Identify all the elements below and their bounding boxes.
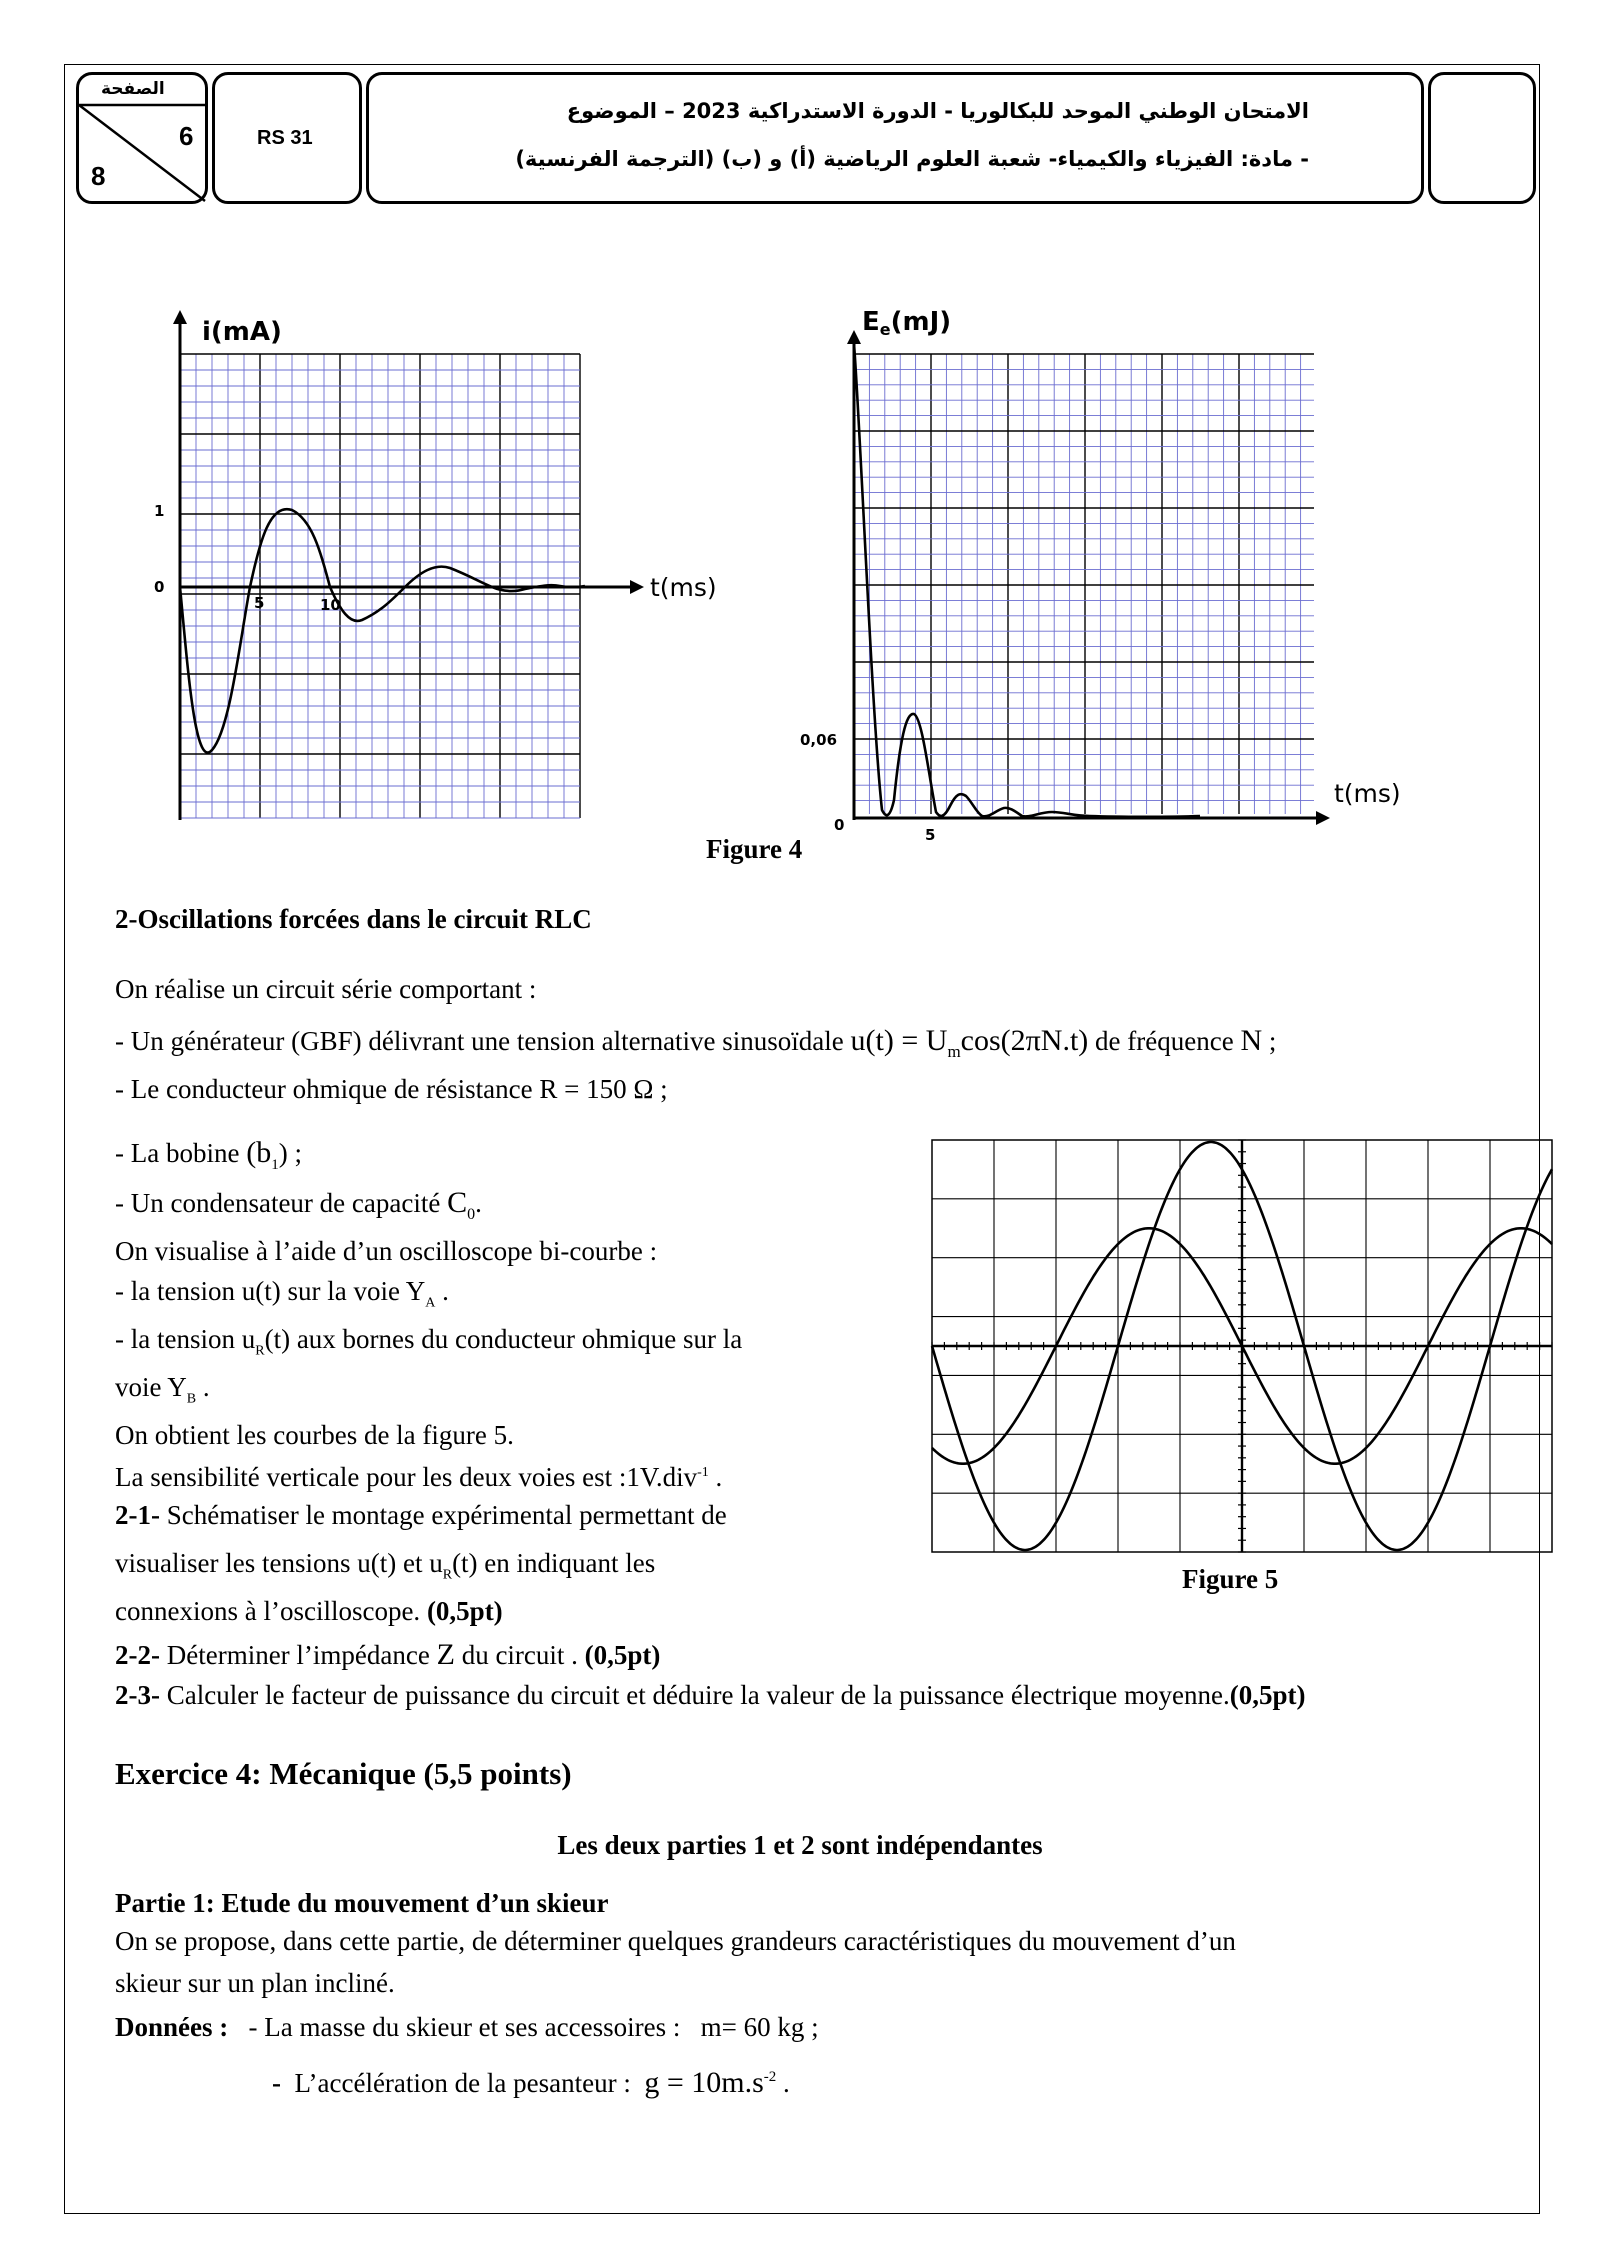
graph-energy	[790, 300, 1401, 850]
q22-line: 2-2- Déterminer l’impédance Z du circuit . (0,5pt)	[115, 1638, 661, 1671]
data-line2: - L’accélération de la pesanteur : $g = 10m.s^{-2}$ .	[272, 2066, 790, 2099]
header-title-line1: الامتحان الوطني الموحد للبكالوريا - الدورة الاستدراكية 2023 – الموضوع	[566, 99, 1309, 123]
current-xtick-5: 5	[254, 594, 265, 612]
current-ylabel: i(mA)	[202, 317, 282, 347]
blank-box	[1428, 72, 1536, 204]
q23-line: 2-3- Calculer le facteur de puissance du circuit et déduire la valeur de la puissance électrique moyenne.(0,5pt)	[115, 1680, 1306, 1710]
independent-parts-note: Les deux parties 1 et 2 sont indépendantes	[557, 1830, 1043, 1860]
current-xlabel: t(ms)	[650, 573, 717, 602]
resistor-line: - Le conducteur ohmique de résistance R = 150 Ω ;	[115, 1074, 668, 1104]
page-number-box	[76, 72, 208, 204]
part1-text2: skieur sur un plan incliné.	[115, 1968, 395, 1998]
graph-current	[140, 310, 740, 830]
capacitor-line: - Un condensateur de capacité $C_0$.	[115, 1186, 482, 1223]
q21-line3: connexions à l’oscilloscope. (0,5pt)	[115, 1596, 503, 1626]
current-xtick-10: 10	[320, 596, 341, 614]
part1-text1: On se propose, dans cette partie, de déterminer quelques grandeurs caractéristiques du mouvement d’un	[115, 1926, 1236, 1956]
resistor-value: R = 150 Ω ;	[539, 1074, 668, 1104]
header-title-line2: - مادة: الفيزياء والكيمياء- شعبة العلوم الرياضية (أ) و (ب) (الترجمة الفرنسية)	[515, 147, 1309, 171]
energy-y-arrow	[847, 330, 861, 344]
figure4-caption: Figure 4	[706, 834, 803, 864]
energy-ytick: 0,06	[800, 731, 838, 749]
coil-line: - La bobine $(b_1)$ ;	[115, 1136, 302, 1173]
data-line1: Données : - La masse du skieur et ses accessoires : m= 60 kg ;	[115, 2012, 819, 2042]
figure5-caption: Figure 5	[1182, 1564, 1279, 1594]
title-box	[366, 72, 1424, 204]
exercise4-title: Exercice 4: Mécanique (5,5 points)	[115, 1756, 572, 1791]
page-label: الصفحة	[101, 79, 165, 99]
oscilloscope-line: On visualise à l’aide d’un oscilloscope bi-courbe :	[115, 1236, 658, 1266]
energy-xlabel: t(ms)	[1334, 779, 1401, 808]
section2-intro: On réalise un circuit série comportant :	[115, 974, 537, 1004]
section2-title: 2-Oscillations forcées dans le circuit RLC	[115, 904, 592, 934]
current-y-arrow	[173, 310, 187, 324]
energy-curve	[854, 344, 1200, 817]
q21-line1: 2-1- Schématiser le montage expérimental permettant de	[115, 1500, 727, 1530]
part1-title: Partie 1: Etude du mouvement d’un skieur	[115, 1888, 609, 1918]
gbf-formula: $u(t) = U_m\cos(2\pi N.t)$	[850, 1024, 1089, 1061]
oscilloscope-screen	[930, 1138, 1556, 1558]
energy-xtick-5: 5	[925, 826, 936, 844]
current-x-arrow	[630, 580, 644, 594]
energy-origin: 0	[834, 816, 845, 834]
channel-a-line: - la tension u(t) sur la voie $Y_A$ .	[115, 1276, 449, 1311]
exam-code: RS 31	[257, 127, 313, 149]
channel-b-line: - la tension $u_R(t)$ aux bornes du conducteur ohmique sur la	[115, 1324, 743, 1359]
page-number: 6	[179, 121, 194, 151]
curves-line: On obtient les courbes de la figure 5.	[115, 1420, 514, 1450]
current-ytick-1: 1	[154, 502, 165, 520]
code-box	[212, 72, 362, 204]
page-total: 8	[91, 161, 106, 191]
energy-ylabel: Ee(mJ)	[862, 307, 952, 339]
sensitivity-line: La sensibilité verticale pour les deux voies est :1V.div$^{-1}$ .	[115, 1462, 723, 1492]
q21-line2: visualiser les tensions u(t) et $u_R(t)$ en indiquant les	[115, 1548, 656, 1583]
gbf-line: - Un générateur (GBF) délivrant une tension alternative sinusoïdale $u(t) = U_m\cos(2\pi N.t)$ de fréquence N ;	[115, 1024, 1277, 1061]
current-origin: 0	[154, 578, 165, 596]
energy-x-arrow	[1316, 811, 1330, 825]
channel-b-line2: voie $Y_B$ .	[115, 1372, 210, 1407]
